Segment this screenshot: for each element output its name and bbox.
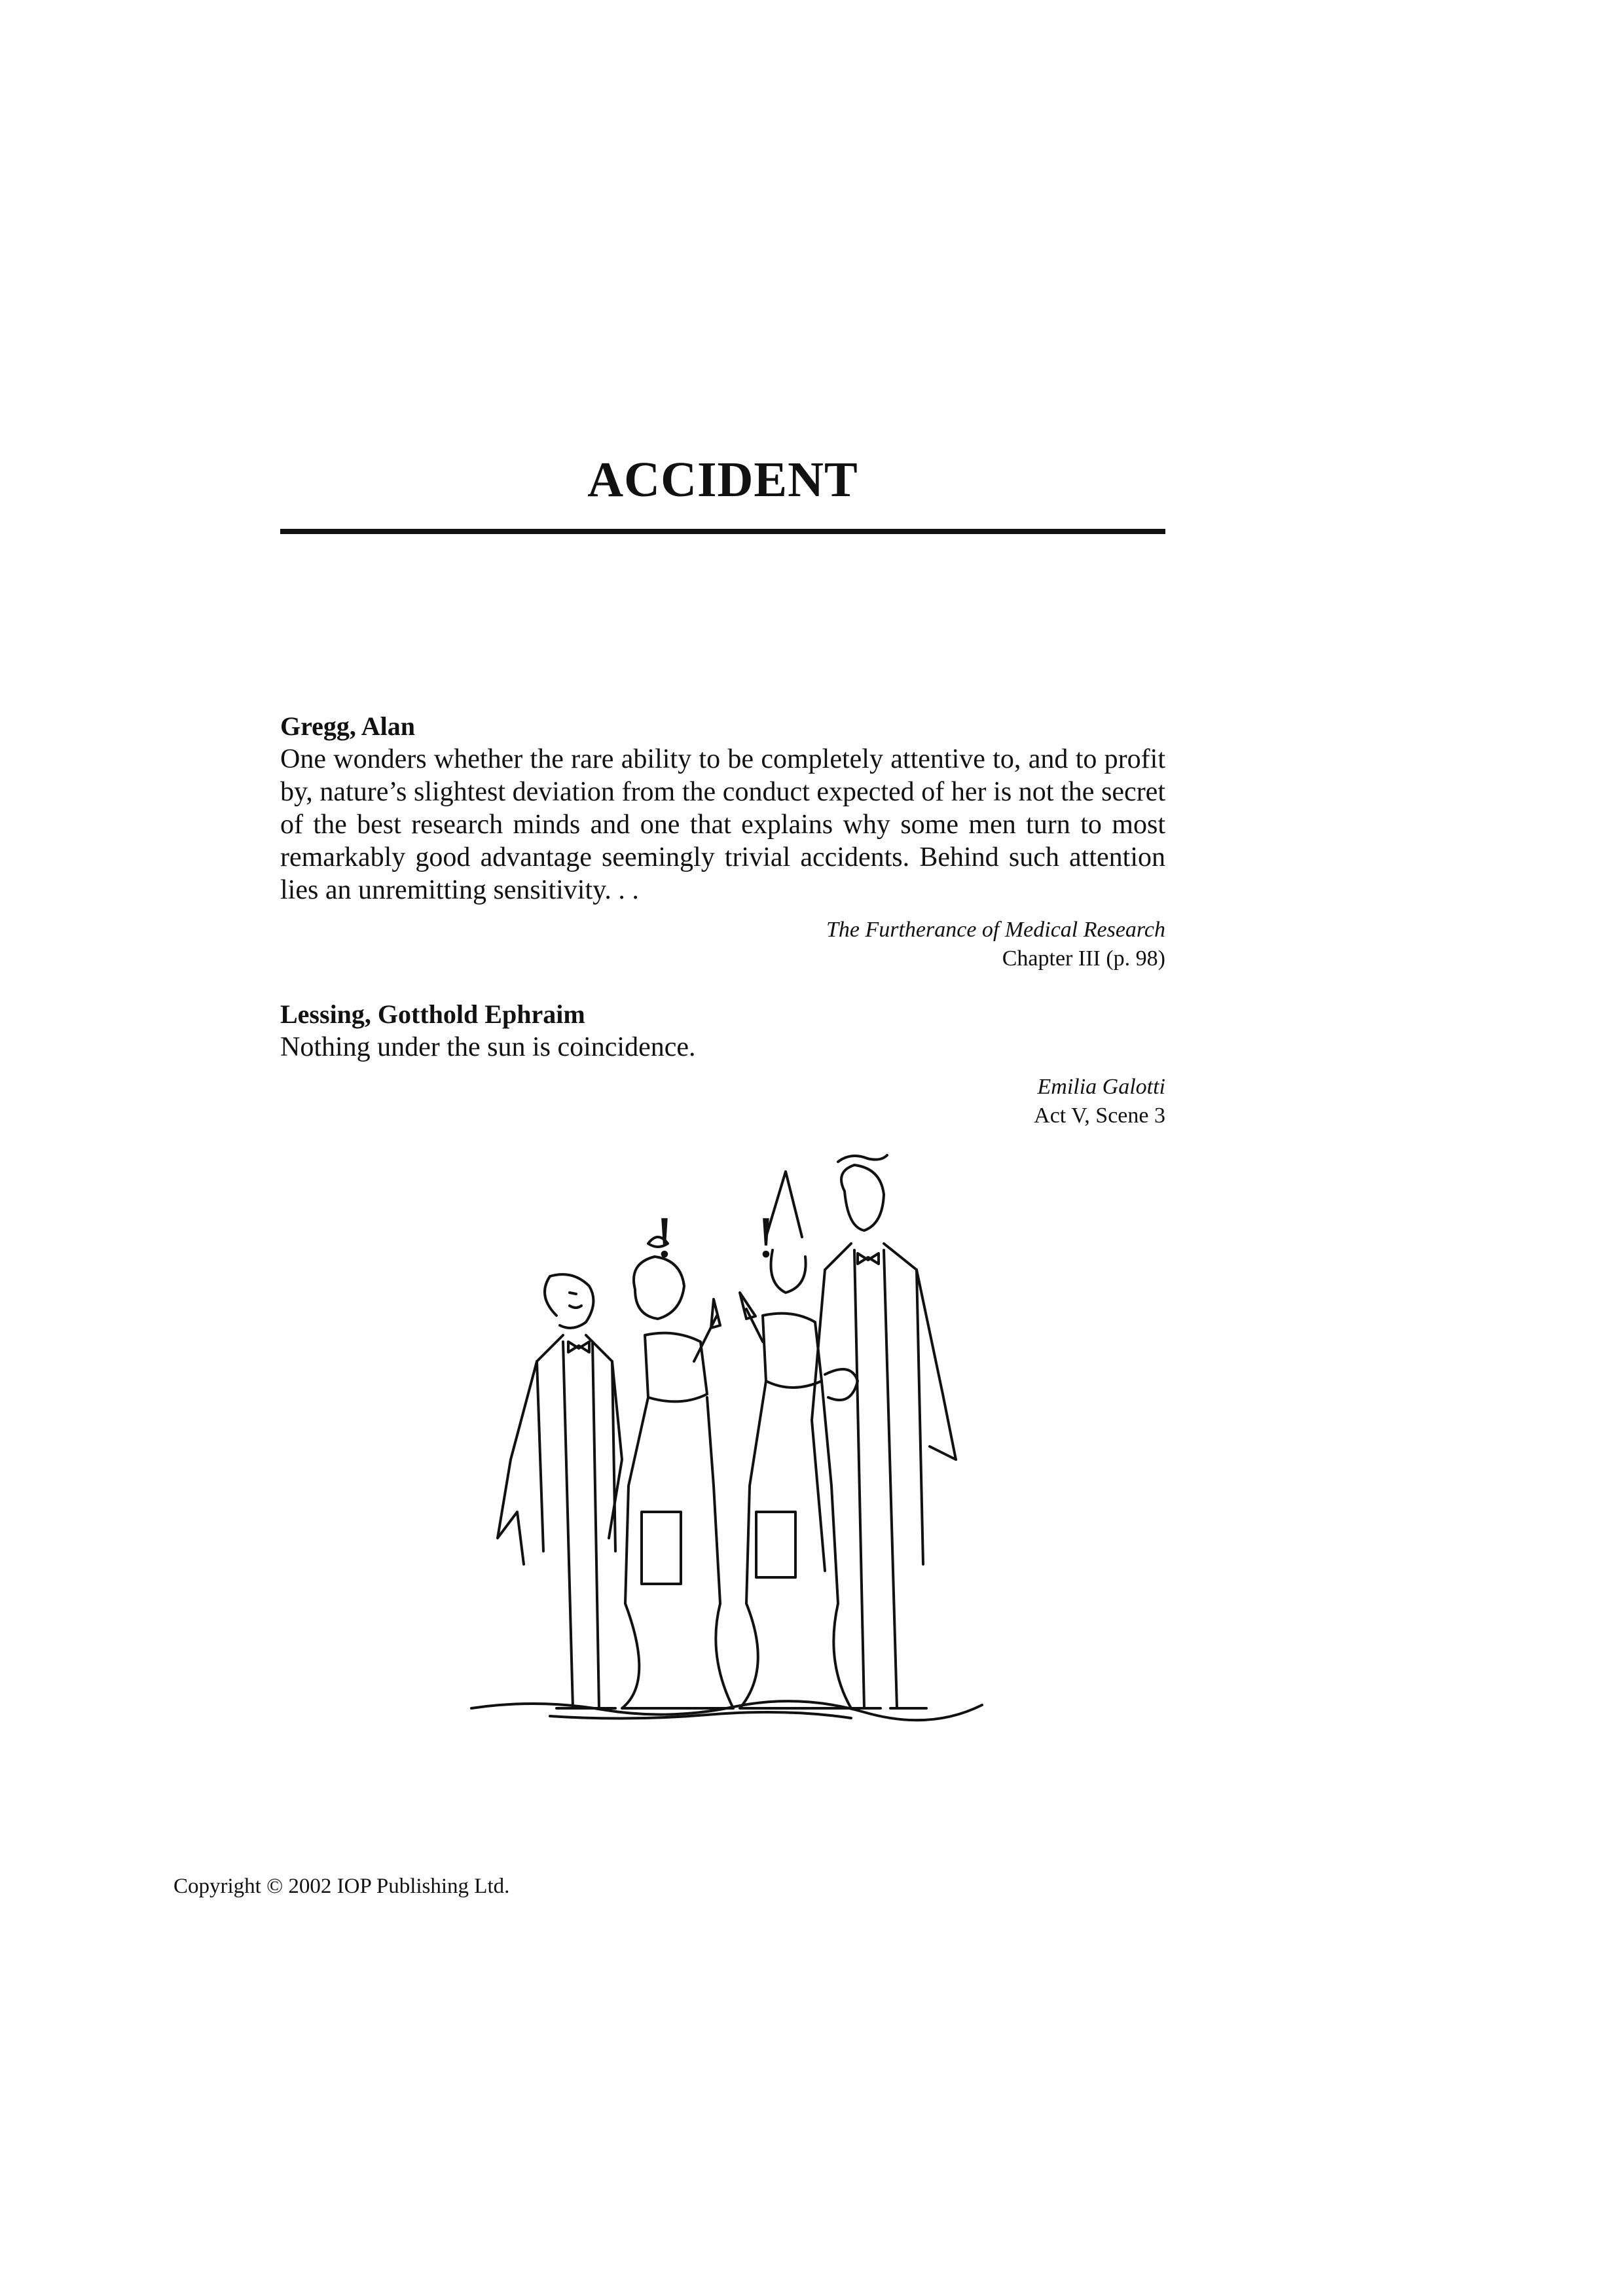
- quote-author: Lessing, Gotthold Ephraim: [280, 999, 585, 1029]
- copyright-notice: Copyright © 2002 IOP Publishing Ltd.: [173, 1874, 510, 1898]
- quote-entry: [280, 998, 1165, 1130]
- figure-man-left: [498, 1274, 622, 1708]
- cartoon-four-figures-icon: [458, 1145, 995, 1748]
- quote-entry: [280, 710, 1165, 973]
- quote-text: Nothing under the sun is coincidence.: [280, 1032, 696, 1062]
- source-location: Act V, Scene 3: [1034, 1103, 1165, 1128]
- exclamation-mark: !: [655, 1205, 674, 1270]
- quote-source: [280, 1073, 1165, 1130]
- page-title: ACCIDENT: [587, 452, 858, 507]
- source-work: The Furtherance of Medical Research: [826, 918, 1165, 942]
- source-location: Chapter III (p. 98): [1002, 946, 1165, 971]
- quote-text: One wonders whether the rare ability to be completely attentive to, and to profit by, nature’s slightest deviation from the conduct expected of her is not the secret of the best research minds and one that explains why some men turn to most remarkably good advantage seemingly trivial accidents. Behind such attention lies an unremitting sensitivity. . .: [280, 744, 1165, 905]
- figure-woman-left: [622, 1237, 733, 1708]
- exclamation-mark: !: [756, 1205, 776, 1270]
- quote-author: Gregg, Alan: [280, 711, 415, 741]
- source-work: Emilia Galotti: [1037, 1075, 1165, 1099]
- quote-source: [280, 916, 1165, 973]
- title-rule: [280, 529, 1165, 534]
